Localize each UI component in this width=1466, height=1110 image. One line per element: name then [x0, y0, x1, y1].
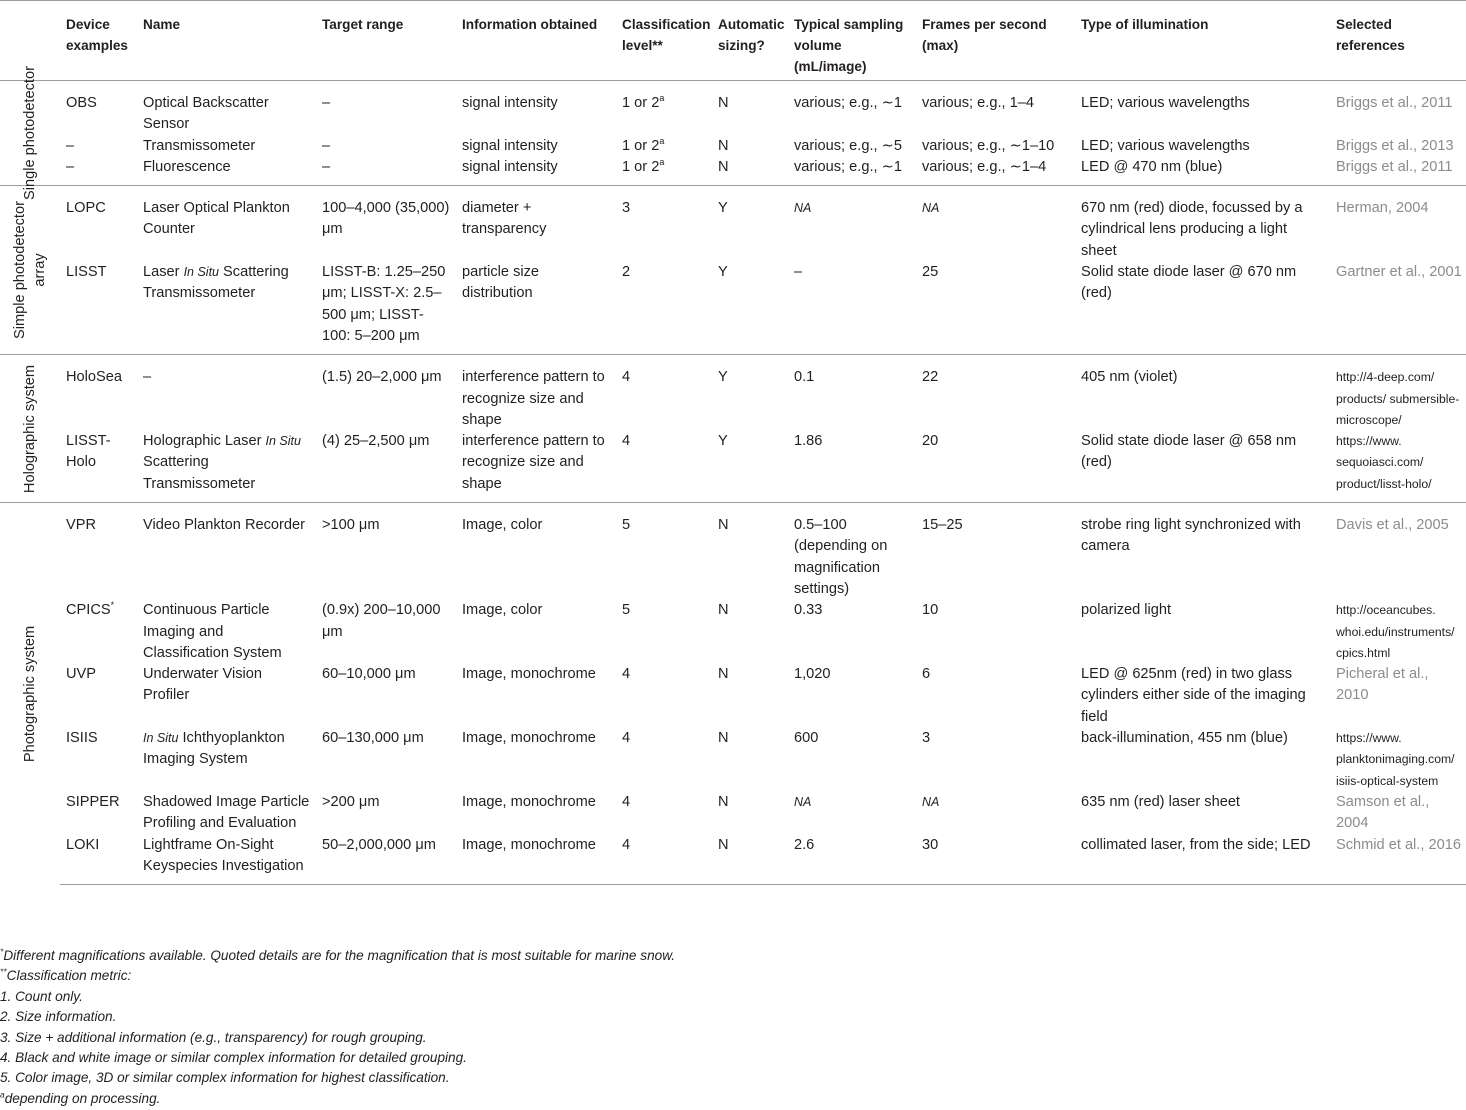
illumination-cell: strobe ring light synchronized with camera — [1075, 503, 1330, 601]
device-footnote-mark: * — [110, 600, 115, 611]
frames-per-second-cell: various; e.g., ∼1–10 — [922, 137, 1055, 154]
footnote-line — [0, 1089, 1466, 1109]
classification-cell — [616, 664, 712, 728]
information-cell: Image, color — [456, 503, 616, 601]
device-text: – — [66, 137, 75, 154]
table-body — [0, 66, 1466, 885]
name-cell — [137, 262, 316, 355]
table-row — [0, 664, 1466, 728]
illumination-cell: back-illumination, 455 nm (blue) — [1081, 730, 1288, 747]
device-cell — [60, 503, 137, 601]
device-cell — [60, 835, 137, 885]
illumination-cell: polarized light — [1081, 602, 1172, 619]
device-cell — [60, 728, 137, 792]
reference-cell — [1330, 186, 1466, 262]
sampling-volume-cell: 2.6 — [788, 835, 916, 885]
reference-text: Samson et al., 2004 — [1336, 793, 1430, 832]
reference-cell — [1330, 792, 1466, 835]
classification-text: 3 — [622, 200, 631, 217]
name-text: Laser — [143, 264, 184, 281]
header-row — [0, 1, 1466, 81]
group-label-cell — [0, 503, 60, 885]
reference-cell — [1330, 136, 1466, 157]
classification-text: 4 — [622, 836, 631, 853]
name-text: Underwater Vision Profiler — [143, 666, 262, 704]
illumination-cell: 635 nm (red) laser sheet — [1081, 793, 1240, 810]
sampling-volume-cell: various; e.g., ∼1 — [788, 157, 916, 186]
illumination-cell: LED; various wavelengths — [1075, 81, 1330, 136]
name-text: Scattering Transmissometer — [143, 454, 256, 492]
classification-text: 5 — [622, 517, 631, 534]
classification-text: 4 — [622, 369, 631, 386]
illumination-cell: 405 nm (violet) — [1075, 355, 1330, 431]
table-row — [0, 503, 1466, 601]
name-text: Optical Backscatter Sensor — [143, 95, 269, 133]
information-cell: particle size distribution — [456, 262, 616, 355]
table-row — [0, 157, 1466, 186]
device-cell — [60, 136, 137, 157]
device-text: LOPC — [66, 200, 106, 217]
footnote-text: Different magnifications available. Quoted details are for the magnification that is most suitable for marine snow. — [3, 948, 676, 963]
illumination-cell: LED; various wavelengths — [1081, 137, 1250, 154]
automatic-sizing-cell: N — [712, 835, 788, 885]
footnote-text: 5. Color image, 3D or similar complex information for highest classification. — [0, 1070, 450, 1086]
device-cell — [60, 157, 137, 186]
footnote-text: 4. Black and white image or similar complex information for detailed grouping. — [0, 1050, 467, 1066]
group-label-cell — [0, 66, 60, 201]
reference-cell — [1330, 262, 1466, 355]
classification-cell — [616, 81, 712, 136]
illumination-cell: LED @ 470 nm (blue) — [1075, 157, 1330, 186]
target-range-cell: (1.5) 20–2,000 μm — [316, 355, 456, 431]
footnote-mark: * — [0, 946, 4, 957]
classification-cell — [616, 186, 712, 262]
footnote-text: depending on processing. — [4, 1090, 161, 1106]
target-range-cell: (4) 25–2,500 μm — [316, 431, 456, 502]
classification-text: 2 — [622, 264, 631, 281]
frames-per-second-cell: 10 — [922, 602, 939, 619]
frames-per-second-cell: 30 — [916, 835, 1075, 885]
target-range-cell: LISST-B: 1.25–250 μm; LISST-X: 2.5–500 μm; LISST-100: 5–200 μm — [316, 262, 456, 355]
classification-cell — [616, 157, 712, 186]
footnote-line — [0, 1028, 1466, 1048]
target-range-cell: – — [316, 81, 456, 136]
name-italic-text: In Situ — [265, 434, 301, 449]
reference-cell — [1330, 157, 1466, 186]
information-cell: Image, monochrome — [462, 793, 596, 810]
automatic-sizing-cell: N — [718, 666, 729, 683]
sampling-volume-cell: 1,020 — [794, 666, 831, 683]
group-label: Simple photodetector array — [12, 201, 48, 340]
device-text: HoloSea — [66, 369, 122, 386]
device-cell — [60, 431, 137, 502]
group-label-cell — [0, 186, 60, 355]
information-cell: interference pattern to recognize size and shape — [456, 431, 616, 502]
header-type-of-illumination: Type of illumination — [1075, 1, 1330, 81]
automatic-sizing-cell: N — [718, 602, 729, 619]
header-selected-references: Selected references — [1330, 1, 1466, 81]
classification-cell — [616, 600, 712, 664]
illumination-cell: Solid state diode laser @ 658 nm (red) — [1075, 431, 1330, 502]
reference-text: Picheral et al., 2010 — [1336, 666, 1429, 704]
sampling-volume-cell: NA — [788, 186, 916, 262]
classification-text: 4 — [622, 666, 631, 683]
classification-footnote-mark: a — [659, 157, 665, 168]
automatic-sizing-cell: N — [712, 157, 788, 186]
classification-footnote-mark: a — [659, 135, 665, 146]
device-text: UVP — [66, 666, 97, 683]
header-device-examples: Device examples — [60, 1, 137, 81]
reference-cell — [1330, 355, 1466, 431]
footnote-text: 2. Size information. — [0, 1009, 117, 1025]
device-text: LOKI — [66, 836, 100, 853]
header-information-obtained: Information obtained — [456, 1, 616, 81]
sampling-volume-cell: NA — [794, 794, 812, 809]
target-range-cell: >100 μm — [316, 503, 456, 601]
footnote-line — [0, 1007, 1466, 1027]
table-row — [0, 81, 1466, 136]
reference-cell — [1330, 431, 1466, 502]
frames-per-second-cell: 6 — [922, 666, 931, 683]
device-text: SIPPER — [66, 793, 120, 810]
information-cell: signal intensity — [456, 157, 616, 186]
classification-text: 1 or 2 — [622, 158, 660, 175]
device-text: VPR — [66, 517, 97, 534]
sampling-volume-cell: various; e.g., ∼5 — [794, 137, 902, 154]
frames-per-second-cell: 3 — [922, 730, 931, 747]
device-text: OBS — [66, 95, 97, 111]
table-row — [0, 355, 1466, 431]
device-cell — [60, 186, 137, 262]
information-cell: Image, monochrome — [456, 835, 616, 885]
name-text: Scattering Transmissometer — [143, 264, 289, 302]
name-cell — [137, 664, 316, 728]
table-row — [0, 136, 1466, 157]
classification-cell — [616, 835, 712, 885]
sampling-volume-cell: various; e.g., ∼1 — [788, 81, 916, 136]
classification-footnote-mark: a — [659, 93, 665, 104]
header-classification-level: Classification level** — [616, 1, 712, 81]
frames-per-second-cell: various; e.g., ∼1–4 — [916, 157, 1075, 186]
group-label: Photographic system — [22, 625, 38, 762]
automatic-sizing-cell: Y — [712, 262, 788, 355]
name-cell — [137, 792, 316, 835]
reference-url: https://www. sequoiasci.com/ product/lisst-holo/ — [1336, 434, 1432, 491]
name-cell — [137, 431, 316, 502]
name-italic-text: In Situ — [143, 731, 179, 746]
reference-cell — [1330, 81, 1466, 136]
reference-cell — [1330, 600, 1466, 664]
name-cell — [137, 503, 316, 601]
footnote-mark: ** — [0, 966, 7, 977]
reference-cell — [1330, 664, 1466, 728]
reference-cell — [1330, 503, 1466, 601]
target-range-cell: >200 μm — [322, 793, 380, 810]
name-text: Transmissometer — [143, 137, 256, 154]
device-cell — [60, 81, 137, 136]
footnote-line — [0, 946, 1466, 966]
name-cell — [137, 728, 316, 792]
device-cell — [60, 262, 137, 355]
automatic-sizing-cell: N — [718, 730, 729, 747]
name-cell — [137, 355, 316, 431]
classification-text: 4 — [622, 433, 631, 450]
frames-per-second-cell: 22 — [916, 355, 1075, 431]
classification-text: 4 — [622, 793, 631, 810]
information-cell: Image, monochrome — [462, 730, 596, 747]
classification-cell — [616, 792, 712, 835]
device-text: CPICS — [66, 602, 111, 619]
classification-cell — [616, 355, 712, 431]
classification-cell — [616, 136, 712, 157]
device-cell — [60, 355, 137, 431]
frames-per-second-cell: NA — [916, 186, 1075, 262]
sampling-volume-cell: 1.86 — [788, 431, 916, 502]
reference-url: http://4-deep.com/ products/ submersible- microscope/ — [1336, 370, 1460, 427]
table-row — [0, 600, 1466, 664]
target-range-cell: 100–4,000 (35,000) μm — [316, 186, 456, 262]
name-text: Laser Optical Plankton Counter — [143, 200, 290, 238]
header-sampling-volume: Typical sampling volume (mL/image) — [788, 1, 916, 81]
reference-url: http://oceancubes. whoi.edu/instruments/ cpics.html — [1336, 603, 1455, 660]
target-range-cell: 60–10,000 μm — [322, 666, 416, 683]
footnote-text: 1. Count only. — [0, 988, 83, 1004]
frames-per-second-cell: various; e.g., 1–4 — [916, 81, 1075, 136]
reference-text: Briggs et al., 2011 — [1336, 95, 1453, 111]
automatic-sizing-cell: N — [712, 81, 788, 136]
frames-per-second-cell: 20 — [916, 431, 1075, 502]
classification-cell — [616, 431, 712, 502]
device-cell — [60, 664, 137, 728]
reference-text: Schmid et al., 2016 — [1336, 836, 1461, 853]
classification-text: 5 — [622, 602, 631, 619]
name-text: Shadowed Image Particle Profiling and Evaluation — [143, 793, 310, 832]
target-range-cell: (0.9x) 200–10,000 μm — [322, 602, 441, 640]
reference-url: https://www. planktonimaging.com/ isiis-optical-system — [1336, 731, 1455, 788]
group-label-cell — [0, 355, 60, 503]
name-text: Continuous Particle Imaging and Classification System — [143, 602, 282, 661]
reference-text: Briggs et al., 2011 — [1336, 158, 1453, 175]
reference-cell — [1330, 835, 1466, 885]
illumination-cell: collimated laser, from the side; LED — [1075, 835, 1330, 885]
name-cell — [137, 81, 316, 136]
footnote-line — [0, 966, 1466, 986]
name-cell — [137, 835, 316, 885]
classification-cell — [616, 728, 712, 792]
table-row — [0, 728, 1466, 792]
classification-text: 4 — [622, 730, 631, 747]
frames-per-second-cell: NA — [922, 794, 940, 809]
information-cell: signal intensity — [462, 137, 558, 154]
reference-text: Gartner et al., 2001 — [1336, 264, 1462, 281]
name-text: – — [143, 369, 152, 386]
target-range-cell: – — [322, 137, 331, 154]
automatic-sizing-cell: N — [718, 793, 729, 810]
footnote-line — [0, 987, 1466, 1007]
table-header — [0, 1, 1466, 81]
information-cell: Image, monochrome — [462, 666, 596, 683]
device-text: – — [66, 158, 75, 175]
target-range-cell: 60–130,000 μm — [322, 730, 424, 747]
frames-per-second-cell: 25 — [916, 262, 1075, 355]
classification-cell — [616, 262, 712, 355]
information-cell: signal intensity — [456, 81, 616, 136]
footnote-text: 3. Size + additional information (e.g., transparency) for rough grouping. — [0, 1029, 427, 1045]
name-text: Lightframe On-Sight Keyspecies Investigation — [143, 836, 304, 874]
reference-text: Briggs et al., 2013 — [1336, 137, 1454, 154]
information-cell: diameter + transparency — [456, 186, 616, 262]
classification-text: 1 or 2 — [622, 95, 660, 111]
automatic-sizing-cell: Y — [712, 355, 788, 431]
footnote-line — [0, 1068, 1466, 1088]
sampling-volume-cell: – — [788, 262, 916, 355]
header-target-range: Target range — [316, 1, 456, 81]
classification-cell — [616, 503, 712, 601]
device-cell — [60, 600, 137, 664]
automatic-sizing-cell: N — [712, 503, 788, 601]
table-row — [0, 262, 1466, 355]
reference-cell — [1330, 728, 1466, 792]
sampling-volume-cell: 0.5–100 (depending on magnification settings) — [788, 503, 916, 601]
target-range-cell: – — [316, 157, 456, 186]
device-cell — [60, 792, 137, 835]
name-italic-text: In Situ — [183, 265, 219, 280]
table-row — [0, 792, 1466, 835]
name-cell — [137, 600, 316, 664]
name-text: Holographic Laser — [143, 433, 266, 450]
sampling-volume-cell: 0.33 — [794, 602, 823, 619]
reference-text: Herman, 2004 — [1336, 200, 1429, 217]
name-cell — [137, 186, 316, 262]
device-text: LISST — [66, 264, 107, 281]
classification-text: 1 or 2 — [622, 137, 660, 154]
header-frames-per-second: Frames per second (max) — [916, 1, 1075, 81]
automatic-sizing-cell: Y — [712, 186, 788, 262]
illumination-cell: 670 nm (red) diode, focussed by a cylindrical lens producing a light sheet — [1075, 186, 1330, 262]
target-range-cell: 50–2,000,000 μm — [316, 835, 456, 885]
name-cell — [137, 136, 316, 157]
table-row — [0, 835, 1466, 885]
header-automatic-sizing: Automatic sizing? — [712, 1, 788, 81]
name-text: Video Plankton Recorder — [143, 517, 305, 534]
table-row — [0, 186, 1466, 262]
automatic-sizing-cell: N — [718, 137, 729, 154]
device-text: ISIIS — [66, 730, 98, 747]
footnote-text: Classification metric: — [6, 968, 132, 984]
illumination-cell: LED @ 625nm (red) in two glass cylinders either side of the imaging field — [1081, 666, 1306, 725]
footnote-line — [0, 1048, 1466, 1068]
device-text: LISST-Holo — [66, 433, 111, 471]
reference-text: Davis et al., 2005 — [1336, 517, 1449, 534]
information-cell: interference pattern to recognize size and shape — [456, 355, 616, 431]
frames-per-second-cell: 15–25 — [916, 503, 1075, 601]
sampling-volume-cell: 600 — [794, 730, 819, 747]
group-label: Holographic system — [22, 364, 38, 493]
name-text: Ichthyoplankton Imaging System — [143, 730, 285, 768]
header-name: Name — [137, 1, 316, 81]
illumination-cell: Solid state diode laser @ 670 nm (red) — [1075, 262, 1330, 355]
table-footnotes — [0, 946, 1466, 1109]
information-cell: Image, color — [462, 602, 543, 619]
sampling-volume-cell: 0.1 — [788, 355, 916, 431]
table-row — [0, 431, 1466, 502]
name-cell — [137, 157, 316, 186]
automatic-sizing-cell: Y — [712, 431, 788, 502]
name-text: Fluorescence — [143, 158, 231, 175]
footnote-mark: a — [0, 1089, 5, 1100]
group-label: Single photodetector — [22, 66, 38, 201]
